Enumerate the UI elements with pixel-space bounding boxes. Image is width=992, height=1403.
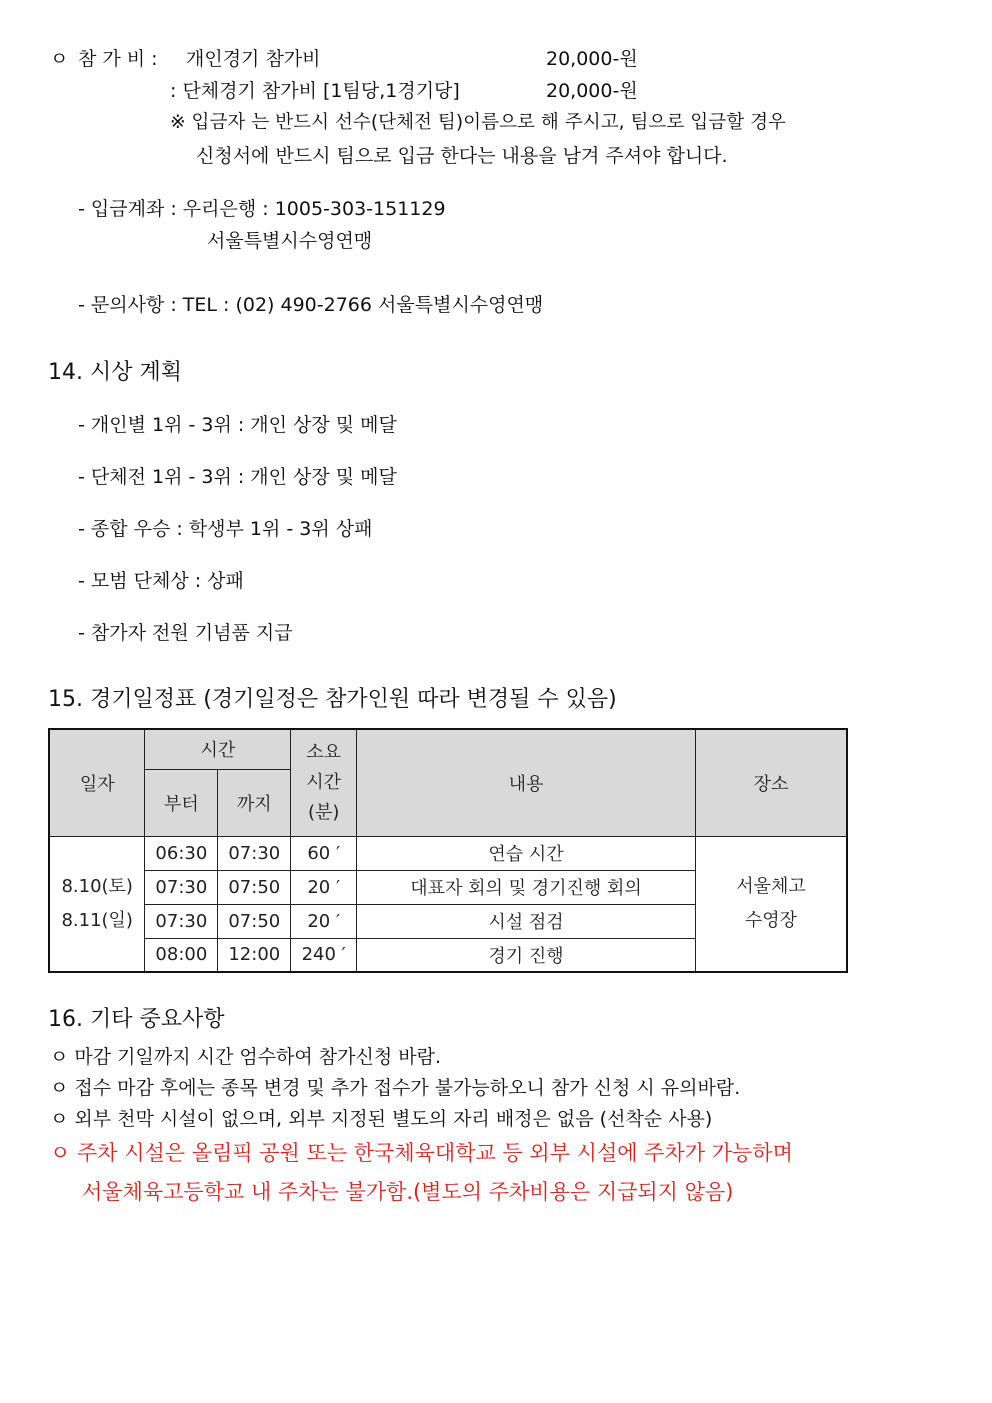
to-cell: 07:50 [218,870,291,904]
award-item: - 참가자 전원 기념품 지급 [78,622,293,644]
fee-bullet: ㅇ [50,48,69,70]
header-from: 부터 [145,769,218,836]
award-item: - 모범 단체상 : 상패 [78,570,244,592]
content-cell: 시설 점검 [357,904,696,938]
from-cell: 06:30 [145,836,218,870]
award-item: - 종합 우승 : 학생부 1위 - 3위 상패 [78,518,373,540]
parking-notice-line2: 서울체육고등학교 내 주차는 불가함.(별도의 주차비용은 지급되지 않음) [82,1180,734,1204]
section-14-title: 14. 시상 계획 [48,360,182,385]
duration-cell: 240 ′ [291,938,357,972]
account-line: - 입금계좌 : 우리은행 : 1005-303-151129 [78,198,446,220]
from-cell: 07:30 [145,904,218,938]
fee-note-line2: 신청서에 반드시 팀으로 입금 한다는 내용을 남겨 주셔야 합니다. [196,145,728,167]
fee-individual-amount: 20,000-원 [546,48,638,70]
fee-individual-name: 개인경기 참가비 [186,48,321,70]
duration-cell: 20 ′ [291,904,357,938]
header-duration: 소요 시간 (분) [291,729,357,836]
header-to: 까지 [218,769,291,836]
section-16-title: 16. 기타 중요사항 [48,1007,225,1032]
parking-notice-line1: ㅇ 주차 시설은 올림픽 공원 또는 한국체육대학교 등 외부 시설에 주차가 가능하며 [50,1141,793,1165]
to-cell: 07:30 [218,836,291,870]
fee-team-amount: 20,000-원 [546,80,638,102]
duration-cell: 60 ′ [291,836,357,870]
content-cell: 대표자 회의 및 경기진행 회의 [357,870,696,904]
notice-item: ㅇ 접수 마감 후에는 종목 변경 및 추가 접수가 불가능하오니 참가 신청 시 유의바람. [50,1077,741,1099]
fee-label: 참 가 비 : [78,48,158,70]
header-date: 일자 [49,729,145,836]
to-cell: 12:00 [218,938,291,972]
fee-team-name: : 단체경기 참가비 [1팀당,1경기당] [170,80,460,102]
award-item: - 개인별 1위 - 3위 : 개인 상장 및 메달 [78,414,397,436]
schedule-table [48,728,848,973]
award-item: - 단체전 1위 - 3위 : 개인 상장 및 메달 [78,466,397,488]
section-15-title: 15. 경기일정표 (경기일정은 참가인원 따라 변경될 수 있음) [48,687,617,712]
content-cell: 경기 진행 [357,938,696,972]
header-content: 내용 [357,729,696,836]
content-cell: 연습 시간 [357,836,696,870]
header-time: 시간 [145,729,291,769]
notice-item: ㅇ 마감 기일까지 시간 엄수하여 참가신청 바람. [50,1046,442,1068]
notice-item: ㅇ 외부 천막 시설이 없으며, 외부 지정된 별도의 자리 배정은 없음 (선착순 사용) [50,1108,713,1130]
place-cell: 서울체고 수영장 [695,836,847,972]
to-cell: 07:50 [218,904,291,938]
duration-cell: 20 ′ [291,870,357,904]
from-cell: 08:00 [145,938,218,972]
header-place: 장소 [695,729,847,836]
fee-note-line1: ※ 입금자 는 반드시 선수(단체전 팀)이름으로 해 주시고, 팀으로 입금할 경우 [170,112,786,133]
table-row [49,836,847,870]
contact-line: - 문의사항 : TEL : (02) 490-2766 서울특별시수영연맹 [78,294,544,316]
date-cell: 8.10(토) 8.11(일) [49,836,145,972]
account-holder: 서울특별시수영연맹 [207,230,373,252]
from-cell: 07:30 [145,870,218,904]
